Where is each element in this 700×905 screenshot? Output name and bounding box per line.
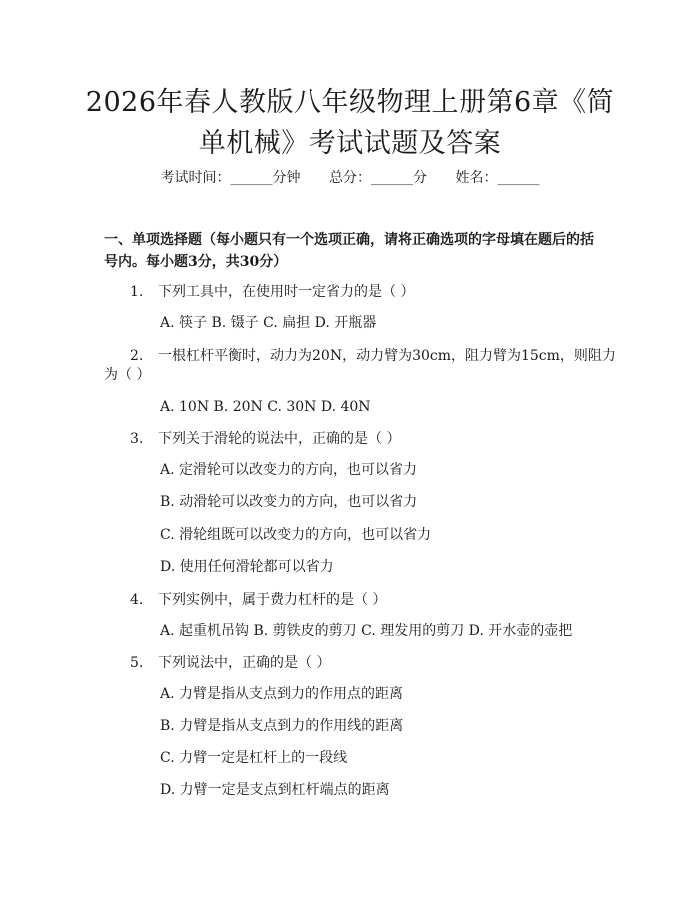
question-number: 4. — [130, 592, 144, 608]
question-5-option-d: D. 力臂一定是支点到杠杆端点的距离 — [160, 782, 390, 798]
question-2 — [130, 345, 616, 367]
question-2-options: A. 10N B. 20N C. 30N D. 40N — [160, 399, 371, 415]
question-5 — [130, 652, 330, 674]
section-heading — [104, 229, 604, 273]
question-3-option-a: A. 定滑轮可以改变力的方向，也可以省力 — [160, 462, 418, 478]
question-3-option-b: B. 动滑轮可以改变力的方向，也可以省力 — [160, 494, 418, 510]
title-line-2: 单机械》考试试题及答案 — [198, 128, 502, 159]
question-stem: 下列工具中，在使用时一定省力的是（ ） — [158, 284, 415, 300]
question-stem: 下列实例中，属于费力杠杆的是（ ） — [158, 592, 387, 608]
question-number: 2. — [130, 348, 144, 364]
question-3-option-c: C. 滑轮组既可以改变力的方向，也可以省力 — [160, 527, 432, 543]
section-heading-line-2: 号内。每小题3分，共30分） — [104, 254, 288, 270]
question-4 — [130, 589, 386, 611]
question-2-stem-continued: 为（ ） — [104, 367, 151, 383]
question-1 — [130, 281, 414, 303]
title-line-1: 2026年春人教版八年级物理上册第6章《简 — [85, 87, 615, 118]
question-number: 1. — [130, 284, 144, 300]
question-number: 5. — [130, 655, 144, 671]
question-number: 3. — [130, 431, 144, 447]
question-4-options: A. 起重机吊钩 B. 剪铁皮的剪刀 C. 理发用的剪刀 D. 开水壶的壶把 — [160, 623, 573, 639]
question-1-options: A. 筷子 B. 镊子 C. 扁担 D. 开瓶器 — [160, 315, 377, 331]
question-5-option-a: A. 力臂是指从支点到力的作用点的距离 — [160, 686, 404, 702]
question-5-option-b: B. 力臂是指从支点到力的作用线的距离 — [160, 718, 404, 734]
question-5-option-c: C. 力臂一定是杠杆上的一段线 — [160, 750, 348, 766]
student-name-field: 姓名：______ — [455, 170, 540, 186]
question-stem: 下列说法中，正确的是（ ） — [158, 655, 331, 671]
document-title — [70, 82, 630, 164]
question-stem: 下列关于滑轮的说法中，正确的是（ ） — [158, 431, 401, 447]
question-3 — [130, 428, 400, 450]
total-score-field: 总分：______分 — [329, 170, 427, 186]
exam-info — [0, 168, 700, 188]
section-heading-line-1: 一、单项选择题（每小题只有一个选项正确，请将正确选项的字母填在题后的括 — [104, 232, 594, 248]
question-3-option-d: D. 使用任何滑轮都可以省力 — [160, 559, 334, 575]
exam-time-field: 考试时间：______分钟 — [160, 170, 301, 186]
question-stem: 一根杠杆平衡时，动力为20N，动力臂为30cm，阻力臂为15cm，则阻力 — [158, 348, 616, 364]
